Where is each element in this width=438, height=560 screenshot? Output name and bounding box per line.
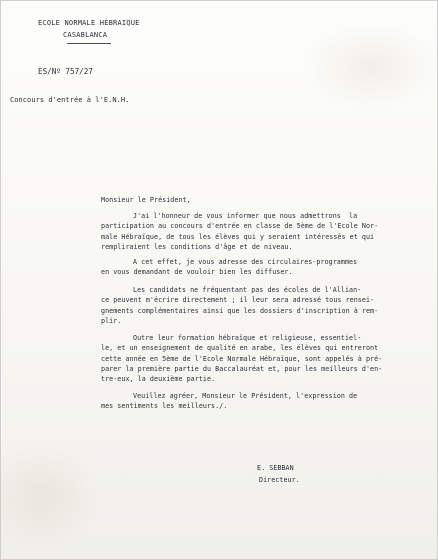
paragraph-line: Les candidats ne fréquentant pas des écoles de l'Allian-: [133, 286, 362, 294]
paragraph-line: parer la première partie du Baccalauréat et, pour les meilleurs d'en-: [101, 364, 383, 373]
paper-stain: [301, 21, 438, 111]
letterhead-school-name: ECOLE NORMALE HÉBRAIQUE: [38, 19, 140, 27]
paragraph-2: [101, 257, 357, 278]
paragraph-line: J'ai l'honneur de vous informer que nous admettrons la: [133, 212, 358, 220]
paragraph-1: [101, 211, 378, 252]
paragraph-line: plir.: [101, 316, 122, 325]
paragraph-line: Outre leur formation hébraïque et religieuse, essentiel-: [133, 334, 362, 342]
subject-line: Concours d'entrée à l'E.N.H.: [10, 96, 130, 104]
paragraph-line: le, et un enseignement de qualité en arabe, les élèves qui entreront: [101, 344, 379, 353]
paragraph-line: tre-eux, la deuxième partie.: [101, 375, 216, 384]
paragraph-line: rempliraient les conditions d'âge et de niveau.: [101, 242, 293, 251]
signatory-name: E. SEBBAN: [257, 464, 294, 472]
paragraph-line: A cet effet, je vous adresse des circulaires-programmes: [133, 258, 358, 266]
salutation: Monsieur le Président,: [101, 196, 191, 204]
paragraph-line: gnements complémentaires ainsi que les dossiers d'inscription à rem-: [101, 306, 379, 315]
paragraph-line: Veuillez agréer, Monsieur le Président, l'expression de: [133, 392, 358, 400]
closing-formula: [101, 391, 357, 412]
paper-stain: [0, 441, 101, 551]
paragraph-line: en vous demandant de vouloir bien les diffuser.: [101, 268, 293, 277]
paragraph-line: mes sentiments les meilleurs./.: [101, 402, 228, 411]
paragraph-line: participation au concours d'entrée en classe de 5ème de l'Ecole Nor-: [101, 222, 379, 231]
paragraph-line: cette année en 5ème de l'Ecole Normale Hébraïque, sont appelés à pré-: [101, 354, 383, 363]
reference-number: ES/Nº 757/27: [38, 67, 93, 76]
paragraph-line: male Hébraïque, de tous les élèves qui y seraient intéressés et qui: [101, 232, 375, 241]
signatory-title: Directeur.: [259, 476, 300, 484]
paragraph-line: ce peuvent m'écrire directement ; il leur sera adressé tous rensei-: [101, 296, 375, 305]
letterhead-underline: [67, 43, 111, 44]
letterhead-city: CASABLANCA: [63, 31, 108, 39]
paragraph-3: [101, 285, 378, 326]
paragraph-4: [101, 333, 382, 384]
